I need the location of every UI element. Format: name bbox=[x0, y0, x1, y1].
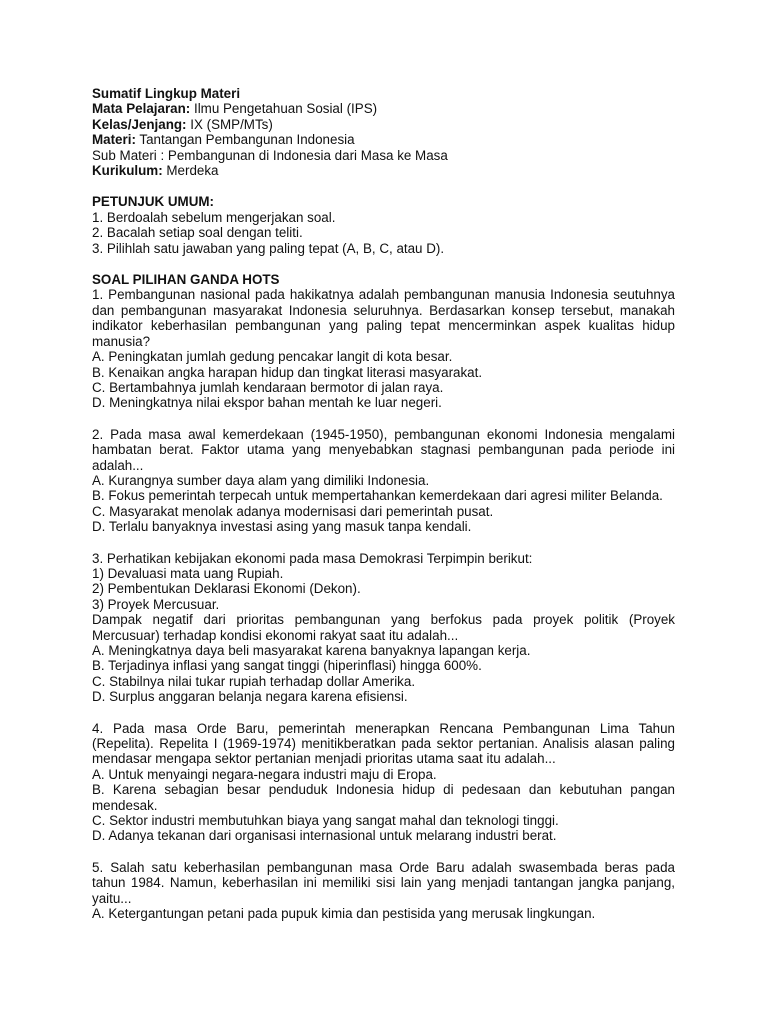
answer-option-a: A. Meningkatnya daya beli masyarakat karena banyaknya lapangan kerja. bbox=[92, 643, 531, 658]
answer-option-a: A. Peningkatan jumlah gedung pencakar langit di kota besar. bbox=[92, 349, 453, 365]
doc-title: Sumatif Lingkup Materi bbox=[92, 86, 241, 101]
question-stem: 5. Salah satu keberhasilan pembangunan masa Orde Baru adalah swasembada beras pada tahun 1984. Namun, keberhasilan ini memiliki sisi lain yang menjadi tantangan jangka panjang, yaitu... bbox=[92, 859, 675, 906]
question-stem: 3. Perhatikan kebijakan ekonomi pada masa Demokrasi Terpimpin berikut: bbox=[92, 550, 533, 566]
answer-option-b: B. Kenaikan angka harapan hidup dan tingkat literasi masyarakat. bbox=[92, 364, 483, 380]
questions-section bbox=[92, 272, 675, 921]
answer-option-c: C. Masyarakat menolak adanya modernisasi dari pemerintah pusat. bbox=[92, 503, 494, 519]
field-sub-materi: Sub Materi : Pembangunan di Indonesia dari Masa ke Masa bbox=[92, 147, 448, 163]
instructions-section bbox=[92, 194, 675, 256]
question-stem: 4. Pada masa Orde Baru, pemerintah menerapkan Rencana Pembangunan Lima Tahun (Repelita). Repelita I (1969-1974) menitikberatkan pada sektor pertanian. Analisis alasan paling mendasar mengapa sektor pertanian menjadi prioritas utama saat itu adalah... bbox=[92, 720, 675, 767]
question-1 bbox=[92, 287, 675, 410]
question-2 bbox=[92, 427, 675, 535]
answer-option-b: B. Fokus pemerintah terpecah untuk mempertahankan kemerdekaan dari agresi militer Belanda. bbox=[92, 488, 663, 504]
question-stem: 1. Pembangunan nasional pada hakikatnya adalah pembangunan manusia Indonesia seutuhnya dan pembangunan masyarakat Indonesia seluruhnya. Berdasarkan konsep tersebut, manakah indikator keberhasilan pembangunan yang paling tepat mencerminkan aspek kualitas hidup manusia? bbox=[92, 287, 675, 349]
question-5 bbox=[92, 860, 675, 922]
question-4 bbox=[92, 721, 675, 844]
answer-option-c: C. Stabilnya nilai tukar rupiah terhadap dollar Amerika. bbox=[92, 673, 416, 689]
field-mata-pelajaran: Mata Pelajaran: Ilmu Pengetahuan Sosial (IPS) bbox=[92, 101, 378, 117]
answer-option-a: A. Untuk menyaingi negara-negara industri maju di Eropa. bbox=[92, 766, 437, 782]
answer-option-b: B. Terjadinya inflasi yang sangat tinggi (hiperinflasi) hingga 600%. bbox=[92, 658, 482, 674]
policy-list-item: 1) Devaluasi mata uang Rupiah. bbox=[92, 565, 284, 581]
document-header bbox=[92, 86, 675, 178]
instruction-item: 1. Berdoalah sebelum mengerjakan soal. bbox=[92, 209, 336, 225]
policy-list-item: 3) Proyek Mercusuar. bbox=[92, 596, 220, 612]
field-kelas: Kelas/Jenjang: IX (SMP/MTs) bbox=[92, 116, 273, 132]
answer-option-d: D. Meningkatnya nilai ekspor bahan mentah ke luar negeri. bbox=[92, 395, 442, 411]
answer-option-d: D. Terlalu banyaknya investasi asing yang masuk tanpa kendali. bbox=[92, 519, 472, 535]
question-3 bbox=[92, 551, 675, 705]
document-page bbox=[92, 86, 675, 922]
answer-option-b: B. Karena sebagian besar penduduk Indonesia hidup di pedesaan dan kebutuhan pangan mendesak. bbox=[92, 782, 675, 813]
instruction-item: 3. Pilihlah satu jawaban yang paling tepat (A, B, C, atau D). bbox=[92, 240, 445, 256]
answer-option-d: D. Adanya tekanan dari organisasi internasional untuk melarang industri berat. bbox=[92, 828, 557, 844]
answer-option-c: C. Sektor industri membutuhkan biaya yang sangat mahal dan teknologi tinggi. bbox=[92, 813, 559, 829]
questions-heading: SOAL PILIHAN GANDA HOTS bbox=[92, 272, 280, 288]
answer-option-d: D. Surplus anggaran belanja negara karena efisiensi. bbox=[92, 689, 408, 705]
answer-option-c: C. Bertambahnya jumlah kendaraan bermotor di jalan raya. bbox=[92, 379, 444, 395]
question-stem-continued: Dampak negatif dari prioritas pembangunan yang berfokus pada proyek politik (Proyek Mercusuar) terhadap kondisi ekonomi rakyat saat itu adalah... bbox=[92, 612, 675, 643]
answer-option-a: A. Kurangnya sumber daya alam yang dimiliki Indonesia. bbox=[92, 472, 430, 488]
field-kurikulum: Kurikulum: Merdeka bbox=[92, 163, 219, 179]
question-stem: 2. Pada masa awal kemerdekaan (1945-1950), pembangunan ekonomi Indonesia mengalami hambatan berat. Faktor utama yang menyebabkan stagnasi pembangunan pada periode ini adalah... bbox=[92, 426, 675, 473]
policy-list-item: 2) Pembentukan Deklarasi Ekonomi (Dekon). bbox=[92, 581, 361, 597]
field-materi: Materi: Tantangan Pembangunan Indonesia bbox=[92, 132, 355, 148]
instructions-heading: PETUNJUK UMUM: bbox=[92, 194, 214, 210]
answer-option-a: A. Ketergantungan petani pada pupuk kimia dan pestisida yang merusak lingkungan. bbox=[92, 906, 596, 922]
instruction-item: 2. Bacalah setiap soal dengan teliti. bbox=[92, 225, 303, 241]
